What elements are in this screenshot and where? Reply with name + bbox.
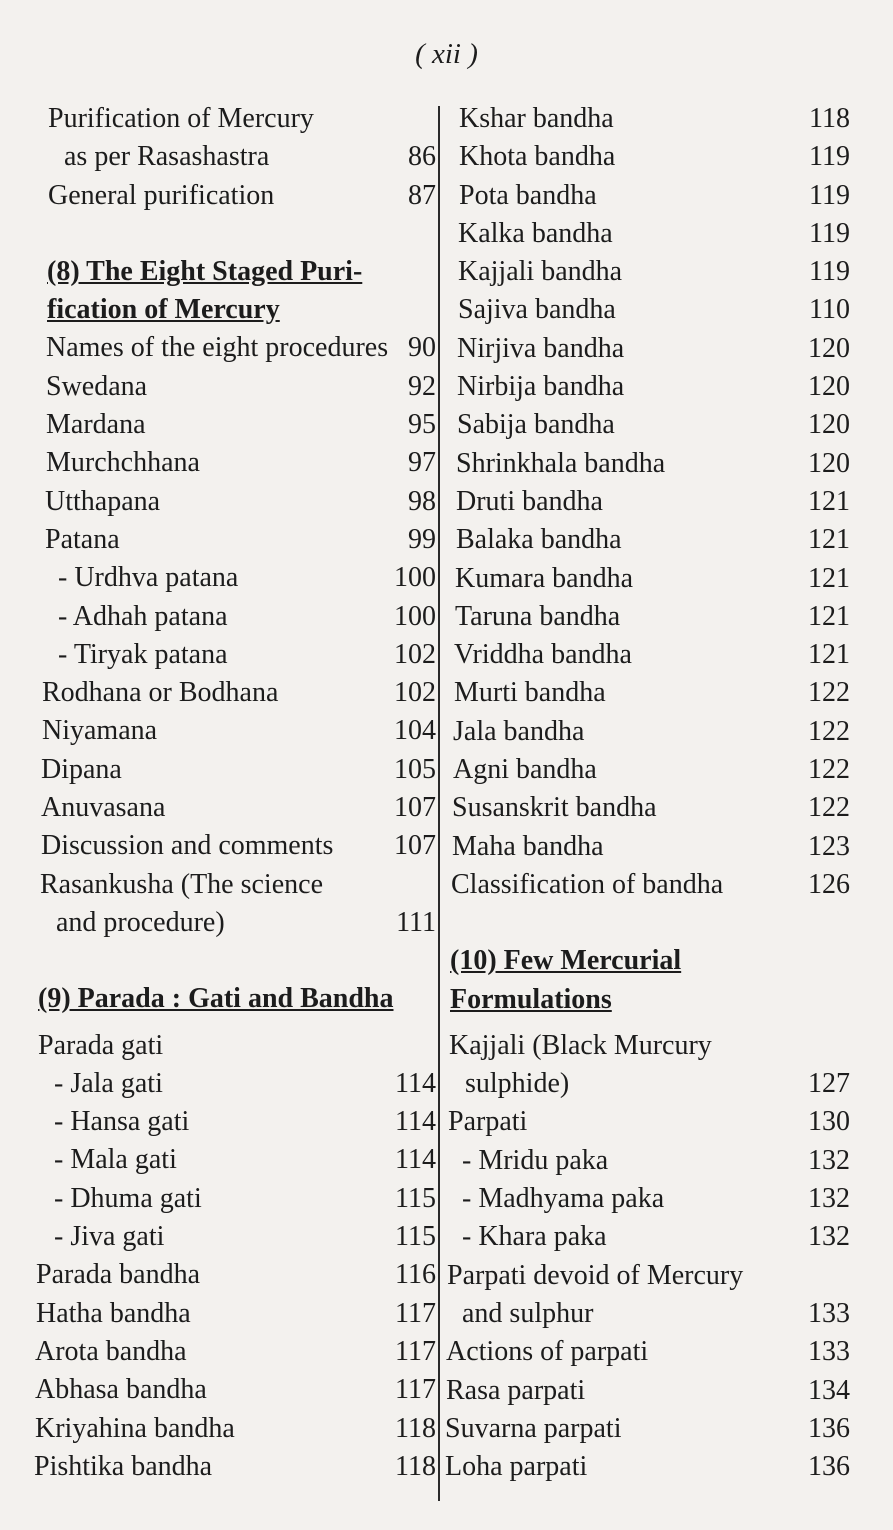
- toc-page-number: 121: [808, 485, 850, 517]
- toc-page-number: 119: [809, 256, 850, 288]
- toc-page-number: 90: [408, 332, 436, 364]
- toc-entry: [0, 712, 440, 750]
- toc-entry-title: sulphide): [465, 1068, 570, 1100]
- toc-page-number: 127: [808, 1068, 850, 1100]
- toc-entry-title: Sabija bandha: [457, 409, 615, 441]
- toc-entry: [0, 1180, 440, 1218]
- toc-entry: [440, 330, 860, 368]
- toc-entry: [0, 368, 440, 406]
- toc-entry: [0, 1448, 440, 1486]
- section-gap: [440, 1019, 860, 1027]
- toc-entry-title: - Mala gati: [54, 1144, 177, 1176]
- toc-page-number: 105: [394, 753, 436, 785]
- toc-left-column: [0, 100, 440, 1486]
- toc-entry: [440, 789, 860, 827]
- toc-entry-title: Hatha bandha: [36, 1297, 191, 1329]
- toc-entry-title: Agni bandha: [453, 754, 597, 786]
- toc-entry-title: (9) Parada : Gati and Bandha: [38, 983, 394, 1015]
- toc-entry: [440, 406, 860, 444]
- toc-entry-title: Susanskrit bandha: [452, 792, 657, 824]
- toc-entry: [440, 751, 860, 789]
- toc-entry-title: Suvarna parpati: [445, 1412, 622, 1444]
- section-gap: [0, 215, 440, 253]
- toc-page-number: 133: [808, 1336, 850, 1368]
- toc-entry: [0, 636, 440, 674]
- toc-entry-title: Parpati devoid of Mercury: [447, 1259, 744, 1291]
- toc-page-number: 122: [808, 754, 850, 786]
- page-number: ( xii ): [415, 38, 478, 70]
- toc-entry-title: Rasankusha (The science: [40, 868, 323, 900]
- toc-entry-title: Rasa parpati: [446, 1374, 586, 1406]
- toc-entry: [0, 138, 440, 176]
- toc-entry-title: Taruna bandha: [455, 600, 621, 632]
- toc-page-number: 92: [408, 370, 436, 402]
- toc-entry-title: Murchchhana: [46, 447, 200, 479]
- toc-entry-title: Abhasa bandha: [35, 1374, 207, 1406]
- toc-entry: [0, 789, 440, 827]
- toc-entry-title: Nirbija bandha: [457, 371, 625, 403]
- toc-entry: [0, 559, 440, 597]
- toc-entry: [0, 100, 440, 138]
- toc-entry: [440, 1065, 860, 1103]
- toc-entry-title: Patana: [45, 523, 120, 555]
- toc-page-number: 104: [394, 715, 436, 747]
- toc-entry: [0, 1371, 440, 1409]
- toc-section-heading: [0, 980, 440, 1018]
- toc-entry: [0, 406, 440, 444]
- toc-entry-title: - Khara paka: [462, 1221, 607, 1253]
- toc-entry-title: Balaka bandha: [456, 524, 622, 556]
- toc-entry-title: fication of Mercury: [47, 294, 280, 326]
- toc-page-number: 132: [808, 1144, 850, 1176]
- toc-page-number: 97: [408, 447, 436, 479]
- toc-entry-title: Parada bandha: [36, 1259, 201, 1291]
- toc-entry: [440, 215, 860, 253]
- toc-entry: [440, 253, 860, 291]
- toc-entry-title: General purification: [48, 179, 275, 211]
- toc-page-number: 107: [394, 792, 436, 824]
- toc-entry: [0, 1141, 440, 1179]
- toc-entry-title: as per Rasashastra: [64, 141, 270, 173]
- toc-page-number: 134: [808, 1374, 850, 1406]
- toc-entry-title: Jala bandha: [453, 715, 585, 747]
- toc-entry: [440, 674, 860, 712]
- toc-entry-title: - Dhuma gati: [54, 1182, 202, 1214]
- toc-entry-title: Kajjali (Black Murcury: [449, 1029, 712, 1061]
- toc-entry-title: Rodhana or Bodhana: [42, 677, 279, 709]
- toc-entry: [440, 1333, 860, 1371]
- toc-entry-title: Purification of Mercury: [48, 103, 314, 134]
- toc-entry-title: Kshar bandha: [459, 103, 614, 134]
- toc-page-number: 132: [808, 1221, 850, 1253]
- toc-page-number: 122: [808, 792, 850, 824]
- toc-entry-title: Kumara bandha: [455, 562, 634, 594]
- toc-page-number: 102: [394, 677, 436, 709]
- toc-page-number: 121: [808, 562, 850, 594]
- toc-entry-title: Swedana: [46, 370, 148, 402]
- toc-page-number: 110: [809, 294, 850, 326]
- toc-entry: [0, 1218, 440, 1256]
- toc-entry: [0, 827, 440, 865]
- toc-entry-title: - Madhyama paka: [462, 1183, 665, 1215]
- toc-page-number: 117: [395, 1297, 436, 1329]
- toc-entry: [0, 904, 440, 942]
- toc-page-number: 118: [809, 103, 850, 134]
- toc-entry: [440, 368, 860, 406]
- toc-entry-title: (10) Few Mercurial: [450, 945, 682, 977]
- toc-entry: [440, 1372, 860, 1410]
- toc-entry: [440, 483, 860, 521]
- toc-page-number: 117: [395, 1374, 436, 1406]
- toc-page-number: 118: [395, 1412, 436, 1444]
- toc-entry: [440, 1103, 860, 1141]
- toc-entry-title: Kalka bandha: [458, 217, 613, 249]
- toc-entry-title: Murti bandha: [454, 677, 606, 709]
- toc-page-number: 115: [395, 1221, 436, 1253]
- toc-page-number: 116: [395, 1259, 436, 1291]
- toc-page-number: 136: [808, 1412, 850, 1444]
- toc-page-number: 132: [808, 1183, 850, 1215]
- toc-entry: [440, 713, 860, 751]
- toc-entry-title: - Jala gati: [54, 1067, 163, 1099]
- toc-entry: [0, 1410, 440, 1448]
- toc-entry-title: Pota bandha: [459, 179, 597, 211]
- toc-entry: [0, 521, 440, 559]
- toc-entry: [440, 100, 860, 138]
- toc-page-number: 87: [408, 179, 436, 211]
- toc-page-number: 100: [394, 562, 436, 594]
- toc-entry-title: Niyamana: [42, 715, 158, 747]
- toc-page-number: 120: [808, 332, 850, 364]
- toc-entry: [440, 828, 860, 866]
- toc-entry: [440, 560, 860, 598]
- toc-entry: [0, 1103, 440, 1141]
- toc-entry: [440, 1142, 860, 1180]
- toc-entry-title: Sajiva bandha: [458, 294, 616, 326]
- toc-page-number: 118: [395, 1450, 436, 1482]
- toc-entry: [440, 866, 860, 904]
- toc-page-number: 119: [809, 217, 850, 249]
- toc-entry-title: Nirjiva bandha: [457, 332, 625, 364]
- toc-entry-title: - Mridu paka: [462, 1144, 609, 1176]
- toc-entry: [440, 177, 860, 215]
- toc-page-number: 114: [395, 1144, 436, 1176]
- toc-entry-title: - Jiva gati: [54, 1221, 165, 1253]
- toc-entry: [0, 1295, 440, 1333]
- toc-entry: [440, 598, 860, 636]
- toc-section-heading: [0, 253, 440, 291]
- toc-page-number: 119: [809, 179, 850, 211]
- toc-entry: [0, 598, 440, 636]
- toc-page-number: 120: [808, 409, 850, 441]
- toc-entry: [440, 1410, 860, 1448]
- toc-entry-title: Loha parpati: [445, 1451, 588, 1483]
- toc-entry-title: Parpati: [448, 1106, 528, 1138]
- toc-entry-title: Vriddha bandha: [454, 639, 632, 671]
- toc-page-number: 121: [808, 524, 850, 556]
- toc-entry-title: Khota bandha: [459, 141, 616, 173]
- toc-entry-title: - Adhah patana: [58, 600, 228, 632]
- toc-entry: [0, 177, 440, 215]
- toc-entry: [0, 674, 440, 712]
- toc-entry-title: - Urdhva patana: [58, 562, 239, 594]
- toc-entry-title: Pishtika bandha: [34, 1450, 213, 1482]
- toc-entry: [440, 1218, 860, 1256]
- toc-page-number: 120: [808, 447, 850, 479]
- toc-entry: [0, 866, 440, 904]
- toc-page-number: 119: [809, 141, 850, 173]
- toc-entry: [440, 1027, 860, 1065]
- toc-section-heading: [440, 942, 860, 980]
- toc-right-column: [440, 100, 860, 1486]
- toc-entry: [0, 1333, 440, 1371]
- toc-page-number: 133: [808, 1297, 850, 1329]
- toc-page-number: 126: [808, 868, 850, 900]
- toc-entry: [0, 483, 440, 521]
- toc-page-number: 122: [808, 677, 850, 709]
- toc-entry: [0, 751, 440, 789]
- toc-entry: [440, 291, 860, 329]
- toc-entry-title: Dipana: [41, 753, 122, 785]
- toc-entry-title: Classification of bandha: [451, 868, 724, 900]
- toc-section-heading: [440, 981, 860, 1019]
- section-gap: [0, 942, 440, 980]
- toc-entry-title: Arota bandha: [35, 1335, 187, 1367]
- toc-entry-title: - Hansa gati: [54, 1106, 190, 1138]
- section-gap: [0, 1019, 440, 1027]
- toc-page-number: 123: [808, 830, 850, 862]
- toc-entry-title: Utthapana: [45, 485, 161, 517]
- toc-entry-title: Names of the eight procedures: [46, 332, 389, 364]
- toc-page-number: 114: [395, 1067, 436, 1099]
- toc-page-number: 100: [394, 600, 436, 632]
- toc-entry-title: Anuvasana: [41, 792, 166, 824]
- toc-entry: [440, 1448, 860, 1486]
- toc-page-number: 107: [394, 830, 436, 862]
- toc-page-number: 114: [395, 1106, 436, 1138]
- toc-page-number: 111: [396, 906, 436, 938]
- toc-page-number: 86: [408, 141, 436, 173]
- toc-entry-title: Kriyahina bandha: [35, 1412, 235, 1444]
- toc-page-number: 130: [808, 1106, 850, 1138]
- toc-entry-title: Mardana: [46, 409, 146, 441]
- toc-entry: [0, 1256, 440, 1294]
- toc-page-number: 136: [808, 1451, 850, 1483]
- toc-page-number: 99: [408, 523, 436, 555]
- toc-entry: [0, 444, 440, 482]
- section-gap: [440, 904, 860, 942]
- toc-entry: [440, 1295, 860, 1333]
- toc-entry: [440, 138, 860, 176]
- toc-entry-title: - Tiryak patana: [58, 638, 228, 670]
- toc-entry-title: Discussion and comments: [41, 830, 334, 862]
- toc-entry: [0, 1027, 440, 1065]
- toc-page-number: 121: [808, 600, 850, 632]
- toc-entry-title: Kajjali bandha: [458, 256, 623, 288]
- toc-page-number: 95: [408, 409, 436, 441]
- toc-page-number: 98: [408, 485, 436, 517]
- toc-entry: [440, 1257, 860, 1295]
- toc-page-number: 121: [808, 639, 850, 671]
- toc-page-number: 120: [808, 371, 850, 403]
- toc-entry-title: Druti bandha: [456, 485, 603, 517]
- toc-entry-title: Parada gati: [38, 1029, 164, 1061]
- toc-page-number: 122: [808, 715, 850, 747]
- toc-entry-title: Actions of parpati: [446, 1336, 649, 1368]
- toc-entry-title: Formulations: [450, 983, 612, 1015]
- toc-page-number: 102: [394, 638, 436, 670]
- toc-entry: [440, 521, 860, 559]
- toc-entry-title: and procedure): [56, 906, 225, 938]
- toc-entry: [0, 329, 440, 367]
- toc-entry-title: and sulphur: [462, 1297, 594, 1329]
- toc-entry: [0, 1065, 440, 1103]
- toc-entry: [440, 1180, 860, 1218]
- toc-page-number: 115: [395, 1182, 436, 1214]
- toc-section-heading: [0, 291, 440, 329]
- toc-page-number: 117: [395, 1335, 436, 1367]
- toc-entry: [440, 445, 860, 483]
- toc-entry: [440, 636, 860, 674]
- toc-entry-title: Maha bandha: [452, 830, 604, 862]
- toc-entry-title: (8) The Eight Staged Puri-: [47, 255, 363, 287]
- toc-entry-title: Shrinkhala bandha: [456, 447, 666, 479]
